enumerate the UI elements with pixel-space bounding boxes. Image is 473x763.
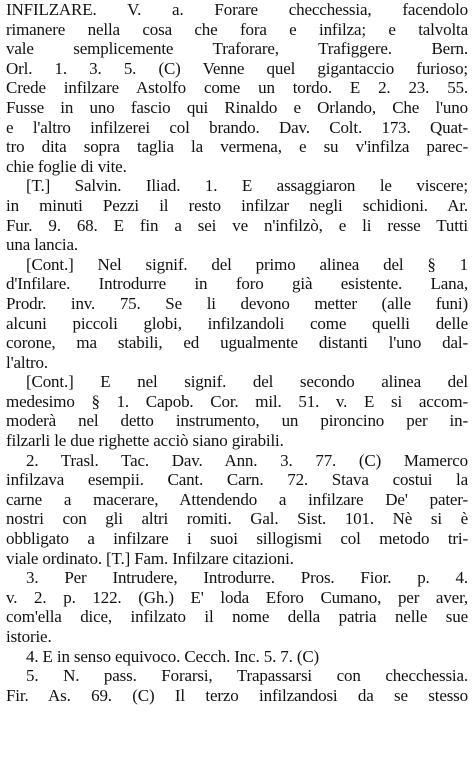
text-line: e l'altro infilzerei col brando. Dav. Colt. 173. Quat- (6, 117, 468, 137)
text-line: nostri con gli altri romiti. Gal. Sist. 101. Nè si è (6, 509, 468, 529)
text-line: istorie. (6, 627, 52, 646)
text-line: Fir. As. 69. (C) Il terzo infilzandosi da se stesso (6, 685, 468, 705)
text-line: [Cont.] Nel signif. del primo alinea del § 1 (26, 254, 468, 274)
text-line: vale semplicemente Traforare, Trafiggere. Bern. (6, 39, 468, 59)
text-line: d'Infilare. Introdurre in foro già esistente. Lana, (6, 274, 468, 294)
entry-paragraph-7 (6, 647, 468, 667)
text-line: com'ella dice, infilzato il nome della patria nelle sue (6, 607, 468, 627)
dictionary-page (6, 0, 468, 763)
text-line: 3. Per Intrudere, Introdurre. Pros. Fior. p. 4. (26, 568, 468, 588)
entry-paragraph-2 (6, 176, 468, 254)
text-line: 4. E in senso equivoco. Cecch. Inc. 5. 7. (C) (26, 646, 320, 666)
text-line: viale ordinato. [T.] Fam. Infilzare citazioni. (6, 548, 294, 568)
text-line: 2. Trasl. Tac. Dav. Ann. 3. 77. (C) Mamerco (26, 450, 468, 470)
text-line: v. 2. p. 122. (Gh.) E' loda Eforo Cumano, per aver, (6, 587, 468, 607)
entry-paragraph-1 (6, 0, 468, 176)
text-line: l'altro. (6, 352, 48, 372)
text-line: infilzava esempii. Cant. Carn. 72. Stava costui la (6, 470, 468, 490)
text-line: medesimo § 1. Capob. Cor. mil. 51. v. E si accom- (6, 391, 468, 411)
text-line: moderà nel detto instrumento, un pironcino per in- (6, 411, 468, 431)
text-line: in minuti Pezzi il resto infilzar negli schidioni. Ar. (6, 195, 468, 215)
text-line: una lancia. (6, 235, 78, 255)
text-line: INFILZARE. V. a. Forare checchessia, facendolo (6, 0, 468, 19)
text-line: corone, ma stabili, ed ugualmente distanti l'uno dal- (6, 333, 468, 353)
text-line: alcuni piccoli globi, infilzandoli come quelli delle (6, 313, 468, 333)
text-line: tro dita sopra taglia la vermena, e su v'infilza parec- (6, 137, 468, 157)
text-line: 5. N. pass. Forarsi, Trapassarsi con checchessia. (26, 666, 468, 686)
text-line: [Cont.] E nel signif. del secondo alinea del (26, 372, 468, 392)
text-line: Fusse in uno fascio qui Rinaldo e Orlando, Che l'uno (6, 97, 468, 117)
text-line: chie foglie di vite. (6, 156, 127, 176)
entry-paragraph-3 (6, 255, 468, 373)
entry-paragraph-4 (6, 372, 468, 450)
text-line: Prodr. inv. 75. Se li devono metter (alle funi) (6, 293, 468, 313)
text-line: Orl. 1. 3. 5. (C) Venne quel gigantaccio furioso; (6, 58, 468, 78)
text-line: Fur. 9. 68. E fin a sei ve n'infilzò, e li resse Tutti (6, 215, 468, 235)
text-line: Crede infilzare Astolfo come un tordo. E 2. 23. 55. (6, 78, 468, 98)
text-line: [T.] Salvin. Iliad. 1. E assaggiaron le viscere; (26, 176, 468, 196)
text-line: carne a macerare, Attendendo a infilzare De' pater- (6, 489, 468, 509)
text-line: obbligato a infilzare i suoi sillogismi col metodo tri- (6, 529, 468, 549)
text-line: rimanere nella cosa che fora e infilza; e talvolta (6, 19, 468, 39)
text-line: filzarli le due righette acciò siano girabili. (6, 431, 284, 451)
entry-paragraph-5 (6, 451, 468, 569)
entry-paragraph-8 (6, 666, 468, 705)
entry-paragraph-6 (6, 568, 468, 646)
